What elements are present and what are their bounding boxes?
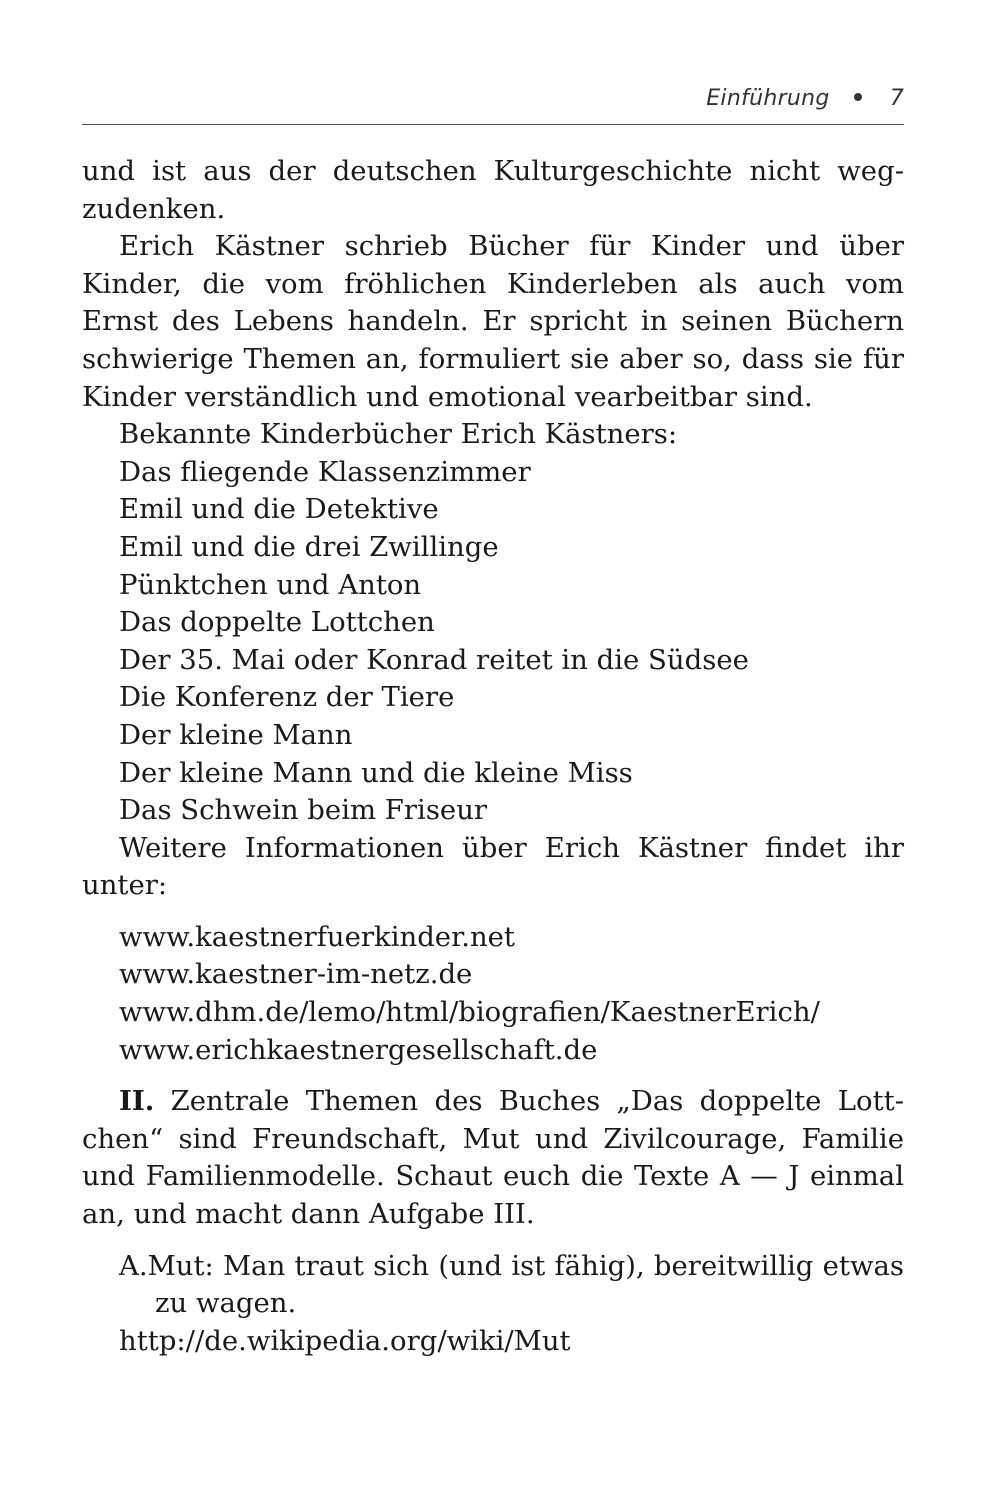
- book-title: Der kleine Mann und die kleine Miss: [119, 756, 633, 789]
- item-a-source-link[interactable]: http://de.wikipedia.org/wiki/Mut: [119, 1324, 571, 1357]
- book-title: Die Konferenz der Tiere: [119, 681, 455, 714]
- header-divider: [82, 124, 904, 125]
- web-link[interactable]: www.dhm.de/lemo/html/biografien/KaestnerErich/: [119, 996, 820, 1029]
- book-title: Emil und die drei Zwillinge: [119, 530, 499, 563]
- section-ii-text: Zentrale Themen des Buches „Das doppelte Lottchen“ sind Freundschaft, Mut und Zivilcourage, Familie und Familienmodelle. Schaut euch die Texte A — J einmal an, und macht dann Aufgabe III.: [82, 1085, 904, 1231]
- book-title: Das doppelte Lottchen: [119, 606, 435, 639]
- section-ii-paragraph: [82, 1083, 904, 1233]
- running-head: [706, 86, 904, 111]
- book-title: Das Schwein beim Friseur: [119, 794, 488, 827]
- book-title: Der 35. Mai oder Konrad reitet in die Südsee: [119, 643, 749, 676]
- section-title: Einführung: [706, 86, 830, 111]
- book-title: Das fliegende Klassenzimmer: [119, 455, 531, 488]
- book-title: Emil und die Detektive: [119, 493, 439, 526]
- spacer: [82, 1069, 904, 1083]
- item-a-mut: A.Mut: Man traut sich (und ist fähig), bereitwillig etwas zu wagen.: [119, 1249, 904, 1320]
- spacer: [82, 1234, 904, 1248]
- page-body: [82, 153, 904, 1360]
- web-link[interactable]: www.kaestnerfuerkinder.net: [119, 920, 515, 953]
- paragraph-kaestner-books: Erich Kästner schrieb Bücher für Kinder und über Kinder, die vom fröhlichen Kinderleben als auch vom Ernst des Lebens handeln. Er spricht in seinen Büchern schwierige Themen an, formuliert sie aber so, dass sie für Kinder verständlich und emotional vearbeitbar sind.: [82, 230, 904, 413]
- info-intro: Weitere Informationen über Erich Kästner findet ihr unter:: [82, 831, 904, 902]
- web-link[interactable]: www.erichkaestnergesellschaft.de: [119, 1033, 598, 1066]
- section-ii-label: II.: [119, 1085, 155, 1118]
- book-title: Pünktchen und Anton: [119, 568, 422, 601]
- bullet-icon: [854, 93, 862, 101]
- book-title: Der kleine Mann: [119, 718, 353, 751]
- books-intro: Bekannte Kinderbücher Erich Kästners:: [119, 418, 678, 451]
- spacer: [82, 905, 904, 919]
- paragraph-continuation: und ist aus der deutschen Kulturgeschichte nicht wegzudenken.: [82, 155, 904, 225]
- page-number: 7: [889, 86, 904, 111]
- web-link[interactable]: www.kaestner-im-netz.de: [119, 958, 473, 991]
